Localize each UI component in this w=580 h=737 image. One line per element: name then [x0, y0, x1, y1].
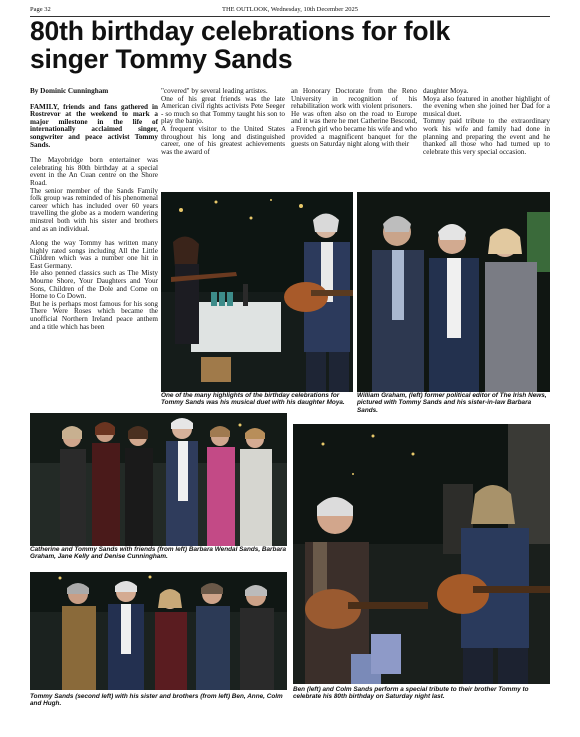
- intro-paragraph: FAMILY, friends and fans gathered in Rostrevor at the weekend to mark a major milestone in the life of internationally acclaimed singer, songwriter and peace activist Tommy Sands.: [30, 102, 158, 149]
- paragraph: One of his great friends was the late American civil rights activists Pete Seeger - so much so that Tommy taught his son to play the banjo.: [161, 94, 285, 126]
- photo-duet: [161, 192, 353, 392]
- headline-line-2: singer Tommy Sands: [30, 44, 293, 74]
- paragraph: The senior member of the Sands Family folk group was reminded of his phenomenal career which has included over 60 years travelling the globe as a modern wandering minstrel both with his sister and brothers and as an individual.: [30, 186, 158, 233]
- photo-tribute: [293, 424, 550, 684]
- paragraph: But he is perhaps most famous for his song There Were Roses which became the unofficial Northern Ireland peace anthem and a title which has been: [30, 299, 158, 331]
- headline: [30, 17, 550, 73]
- caption-tribute: Ben (left) and Colm Sands perform a special tribute to their brother Tommy to celebrate his 80th birthday on Saturday night last.: [293, 686, 529, 701]
- paragraph: Tommy paid tribute to the extraordinary work his wife and family had done in planning and preparing the event and he thanked all those who had turned up to celebrate this very special occasion.: [423, 117, 550, 156]
- masthead: THE OUTLOOK, Wednesday, 10th December 2025: [222, 6, 358, 13]
- paragraph: Moya also featured in another highlight of the evening when she joined her Dad for a musical duet.: [423, 94, 550, 118]
- photo-friends: [30, 413, 287, 546]
- byline: By Dominic Cunningham: [30, 87, 109, 95]
- paragraph: "covered" by several leading artistes.: [161, 87, 268, 95]
- page-number: Page 32: [30, 6, 51, 13]
- photo-siblings: [30, 572, 287, 690]
- paragraph: Along the way Tommy has written many highly rated songs including All the Little Children which was a number one hit in East Germany.: [30, 239, 158, 270]
- paragraph: The Mayobridge born entertainer was celebrating his 80th birthday at a special event in the An Cuan centre on the Shore Road.: [30, 156, 158, 187]
- photo-graham: [357, 192, 550, 392]
- article-column-2: [161, 88, 285, 156]
- article-column-1: [30, 88, 158, 331]
- caption-siblings: Tommy Sands (second left) with his sister and brothers (from left) Ben, Anne, Colm and Hugh.: [30, 693, 283, 708]
- paragraph: daughter Moya.: [423, 87, 469, 95]
- paragraph: A frequent visitor to the United States throughout his long and distinguished career, one of his greatest achievements was the award of: [161, 124, 285, 156]
- paragraph: an Honorary Doctorate from the Reno University in recognition of his rehabilitation work with violent prisoners.: [291, 87, 417, 111]
- caption-duet: One of the many highlights of the birthday celebrations for Tommy Sands was his musical duet with his daughter Moya.: [161, 392, 345, 407]
- headline-line-1: 80th birthday celebrations for folk: [30, 16, 451, 46]
- paragraph: He also penned classics such as The Misty Mourne Shore, Your Daughters and Your Sons, Children of the Dole and Come on Home to Co Down.: [30, 269, 158, 301]
- caption-friends: Catherine and Tommy Sands with friends (from left) Barbara Wendal Sands, Barbara Graham, Jane Kelly and Denise Cunningham.: [30, 546, 287, 561]
- paragraph: He was often also on the road to Europe and it was there he met Catherine Bescond, a French girl who became his wife and who provided a magnificent banquet for the guests on Saturday night along with their: [291, 109, 417, 149]
- article-column-4: [423, 88, 550, 156]
- article-column-3: [291, 88, 417, 149]
- caption-graham: William Graham, (left) former political editor of The Irish News, pictured with Tommy Sands and his sister-in-law Barbara Sands.: [357, 392, 547, 414]
